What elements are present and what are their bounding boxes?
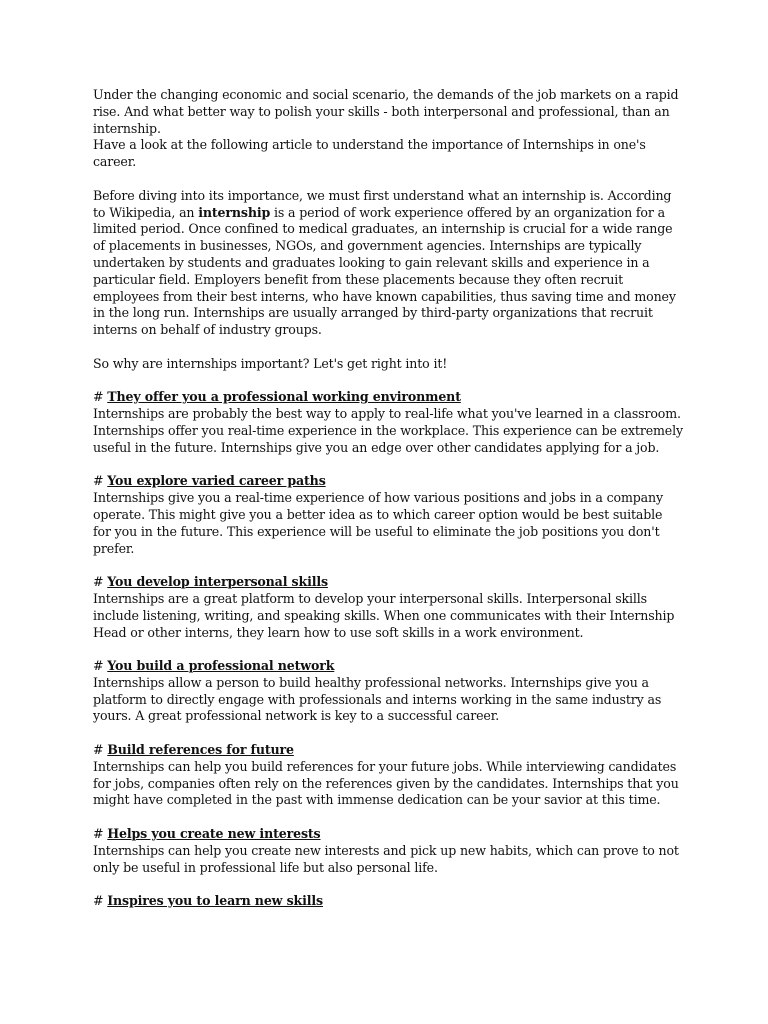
spacer [93, 557, 683, 574]
section-body: Internships are a great platform to develop your interpersonal skills. Interpersonal skills include listening, writing, and speaking skills. When one communicates with their Internship Head or other interns, they learn how to use soft skills in a work environment. [93, 590, 675, 640]
hash-symbol: # [93, 574, 104, 590]
section-heading [93, 826, 683, 843]
section-heading [93, 742, 683, 759]
intro-paragraph: Have a look at the following article to understand the importance of Internships in one's career. [93, 137, 646, 170]
section-heading-text: You develop interpersonal skills [107, 574, 328, 590]
definition-paragraph [93, 188, 683, 339]
section-heading-text: You explore varied career paths [107, 473, 326, 489]
spacer [93, 876, 683, 893]
section-body: Internships allow a person to build healthy professional networks. Internships give you a platform to directly engage with professionals and interns working in the same industry as yours. A great professional network is key to a successful career. [93, 674, 662, 724]
section-heading [93, 473, 683, 490]
hash-symbol: # [93, 389, 104, 405]
section-heading-text: Inspires you to learn new skills [107, 893, 323, 909]
section-heading-text: Build references for future [107, 742, 294, 758]
section-heading [93, 389, 683, 406]
hash-symbol: # [93, 658, 104, 674]
section-heading [93, 893, 683, 910]
definition-text: is a period of work experience offered by an organization for a limited period. Once confined to medical graduates, an internship is crucial for a wide range of placements in businesses, NGOs, and government agencies. Internships are typically undertaken by students and graduates looking to gain relevant skills and experience in a particular field. Employers benefit from these placements because they often recruit employees from their best interns, who have known capabilities, thus saving time and money in the long run. Internships are usually arranged by third-party organizations that recruit interns on behalf of industry groups. [93, 204, 676, 338]
section-heading [93, 658, 683, 675]
definition-text: Before diving into its importance, we must first understand what an internship is. According to Wikipedia, an [93, 187, 672, 220]
section-heading-text: They offer you a professional working environment [107, 389, 461, 405]
hash-symbol: # [93, 893, 104, 909]
spacer [93, 725, 683, 742]
document-page [93, 87, 683, 910]
section-heading-text: Helps you create new interests [107, 826, 321, 842]
hash-symbol: # [93, 473, 104, 489]
hash-symbol: # [93, 742, 104, 758]
spacer [93, 809, 683, 826]
section-body: Internships can help you create new interests and pick up new habits, which can prove to not only be useful in professional life but also personal life. [93, 842, 679, 875]
section-body: Internships can help you build references for your future jobs. While interviewing candidates for jobs, companies often rely on the references given by the candidates. Internships that you might have completed in the past with immense dedication can be your savior at this time. [93, 758, 679, 808]
definition-term: internship [198, 204, 271, 220]
intro-paragraph: Under the changing economic and social scenario, the demands of the job markets on a rapid rise. And what better way to polish your skills - both interpersonal and professional, than an internship. [93, 87, 679, 136]
section-body: Internships give you a real-time experience of how various positions and jobs in a company operate. This might give you a better idea as to which career option would be best suitable for you in the future. This experience will be useful to eliminate the job positions you don't prefer. [93, 490, 663, 556]
spacer [93, 457, 683, 474]
section-heading-text: You build a professional network [107, 658, 335, 674]
transition-paragraph: So why are internships important? Let's get right into it! [93, 355, 448, 371]
section-heading [93, 574, 683, 591]
section-body: Internships are probably the best way to apply to real-life what you've learned in a classroom. Internships offer you real-time experience in the workplace. This experience can be extremely useful in the future. Internships give you an edge over other candidates applying for a job. [93, 406, 683, 455]
spacer [93, 339, 683, 356]
spacer [93, 373, 683, 390]
hash-symbol: # [93, 826, 104, 842]
spacer [93, 171, 683, 188]
spacer [93, 641, 683, 658]
